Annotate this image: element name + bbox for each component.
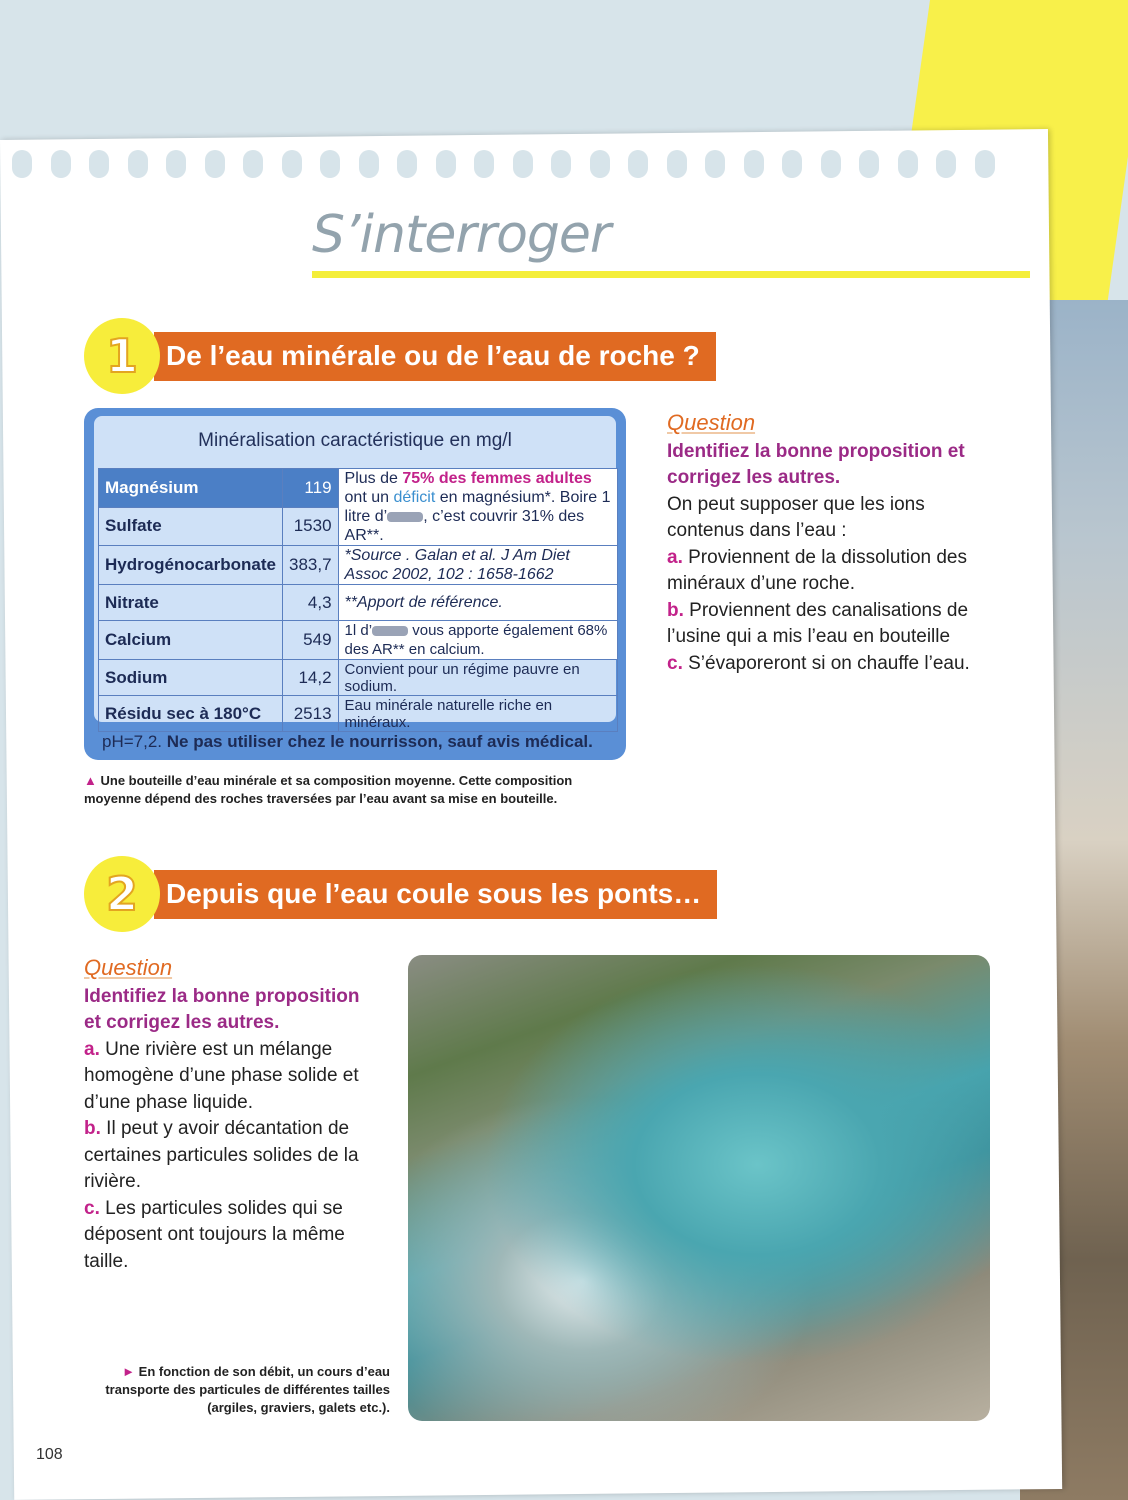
question-label: Question — [84, 955, 173, 980]
notebook-hole — [782, 150, 802, 178]
question-option: c. S’évaporeront si on chauffe l’eau. — [667, 652, 970, 674]
notebook-hole — [936, 150, 956, 178]
question-option: b. Proviennent des canalisations de l’usine qui a mis l’eau en bouteille — [667, 599, 969, 647]
notebook-hole — [821, 150, 841, 178]
sodium-note: Convient pour un régime pauvre en sodium. — [338, 660, 617, 696]
notebook-hole — [359, 150, 379, 178]
notebook-hole — [51, 150, 71, 178]
figure-1-caption — [84, 772, 584, 808]
question-heading: Identifiez la bonne proposition et corrigez les autres. — [84, 985, 360, 1033]
section-2-number-badge: 2 — [84, 856, 160, 932]
mineral-name: Hydrogénocarbonate — [99, 546, 283, 585]
river-aerial-photo — [408, 955, 990, 1421]
mineral-label-title: Minéralisation caractéristique en mg/l — [198, 430, 512, 451]
notebook-holes — [0, 140, 1030, 180]
caption-text: En fonction de son débit, un cours d’eau transporte des particules de différentes tailles (argiles, graviers, galets etc.). — [105, 1364, 390, 1415]
notebook-hole — [513, 150, 533, 178]
notebook-hole — [243, 150, 263, 178]
section-2-header — [84, 856, 717, 932]
residue-note: Eau minérale naturelle riche en minéraux. — [338, 696, 617, 732]
table-row — [99, 660, 618, 696]
mineral-value: 1530 — [282, 507, 338, 546]
notebook-hole — [282, 150, 302, 178]
page-title-block — [312, 205, 1030, 278]
table-row — [99, 621, 618, 660]
notebook-hole — [628, 150, 648, 178]
mineral-value: 4,3 — [282, 585, 338, 621]
calcium-note: 1l d’ vous apporte également 68% des AR** en calcium. — [338, 621, 617, 660]
notebook-hole — [859, 150, 879, 178]
question-option: b. Il peut y avoir décantation de certaines particules solides de la rivière. — [84, 1118, 359, 1192]
notebook-hole — [898, 150, 918, 178]
mineral-value: 383,7 — [282, 546, 338, 585]
caption-marker: ► — [122, 1364, 136, 1379]
mineral-composition-table — [98, 468, 618, 732]
notebook-hole — [551, 150, 571, 178]
source-note: *Source . Galan et al. J Am Diet Assoc 2002, 102 : 1658-1662 — [338, 546, 617, 585]
table-row — [99, 696, 618, 732]
notebook-hole — [320, 150, 340, 178]
mineral-value: 549 — [282, 621, 338, 660]
page-number: 108 — [36, 1446, 63, 1463]
notebook-hole — [744, 150, 764, 178]
notebook-hole — [474, 150, 494, 178]
section-1-title: De l’eau minérale ou de l’eau de roche ? — [154, 332, 716, 381]
mineral-name: Magnésium — [99, 469, 283, 508]
question-option: c. Les particules solides qui se déposent ont toujours la même taille. — [84, 1197, 345, 1272]
section-1-number-badge: 1 — [84, 318, 160, 394]
question-2 — [84, 955, 374, 1275]
mineral-label-panel — [94, 416, 616, 731]
mineral-name: Sodium — [99, 660, 283, 696]
notebook-hole — [205, 150, 225, 178]
mineral-name: Nitrate — [99, 585, 283, 621]
mineral-value: 14,2 — [282, 660, 338, 696]
notebook-hole — [128, 150, 148, 178]
mineral-name: Calcium — [99, 621, 283, 660]
notebook-hole — [12, 150, 32, 178]
notebook-hole — [436, 150, 456, 178]
notebook-hole — [89, 150, 109, 178]
question-option: a. Proviennent de la dissolution des minéraux d’une roche. — [667, 546, 967, 594]
blurred-brand — [387, 512, 423, 522]
caption-text: Une bouteille d’eau minérale et sa composition moyenne. Cette composition moyenne dépend des roches traversées par l’eau avant sa mise en bouteille. — [84, 773, 573, 806]
reference-note: **Apport de référence. — [338, 585, 617, 621]
table-row — [99, 469, 618, 508]
magnesium-note: Plus de 75% des femmes adultes ont un déficit en magnésium*. Boire 1 litre d’ , c’est couvrir 31% des AR**. — [338, 469, 617, 546]
section-2-title: Depuis que l’eau coule sous les ponts… — [154, 870, 717, 919]
caption-marker: ▲ — [84, 773, 97, 788]
question-intro: On peut supposer que les ions contenus dans l’eau : — [667, 493, 925, 541]
section-1-header — [84, 318, 716, 394]
notebook-hole — [397, 150, 417, 178]
question-option: a. Une rivière est un mélange homogène d’une phase solide et d’une phase liquide. — [84, 1038, 359, 1113]
label-footer: pH=7,2. Ne pas utiliser chez le nourrisson, sauf avis médical. — [102, 732, 593, 751]
blurred-brand — [372, 626, 408, 636]
table-row — [99, 585, 618, 621]
question-heading: Identifiez la bonne proposition et corrigez les autres. — [667, 440, 965, 488]
notebook-hole — [590, 150, 610, 178]
notebook-hole — [667, 150, 687, 178]
mineral-value: 119 — [282, 469, 338, 508]
page-title: S’interroger — [312, 205, 611, 265]
question-label: Question — [667, 410, 756, 435]
title-underline — [312, 271, 1030, 278]
mineral-value: 2513 — [282, 696, 338, 732]
notebook-hole — [166, 150, 186, 178]
mineral-name: Sulfate — [99, 507, 283, 546]
table-row — [99, 546, 618, 585]
notebook-hole — [705, 150, 725, 178]
mineral-water-label — [84, 408, 626, 760]
question-1 — [667, 410, 987, 677]
notebook-hole — [975, 150, 995, 178]
figure-2-caption — [90, 1363, 390, 1417]
mineral-name: Résidu sec à 180°C — [99, 696, 283, 732]
